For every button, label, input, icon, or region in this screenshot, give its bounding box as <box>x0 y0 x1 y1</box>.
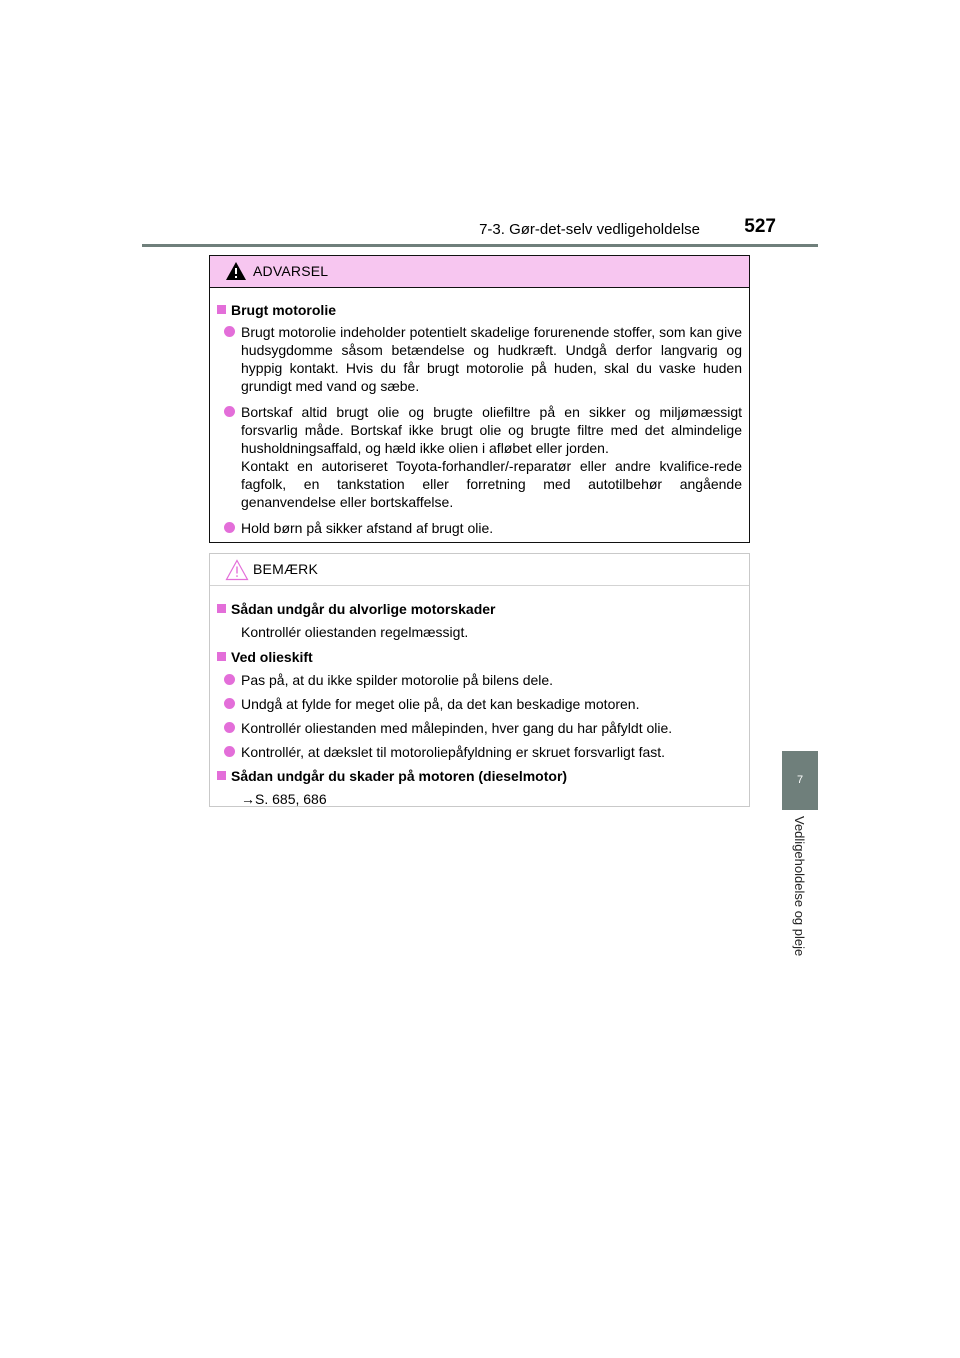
round-bullet-icon <box>224 746 235 757</box>
chapter-tab-label-text: Vedligeholdelse og pleje <box>792 816 807 957</box>
list-item <box>217 695 742 713</box>
list-item-text: Pas på, at du ikke spilder motorolie på bilens dele. <box>241 672 554 688</box>
list-item <box>217 671 742 689</box>
list-item <box>217 403 742 511</box>
square-bullet-icon <box>217 604 226 613</box>
list-item-text: Hold børn på sikker afstand af brugt olie. <box>241 520 494 536</box>
list-item-text: Bortskaf altid brugt olie og brugte oliefiltre på en sikker og miljømæssigt forsvarlig måde. Bortskaf ikke brugt olie og brugte filtre med det almindelige husholdningsaffald, og hæld ikke olien i afløbet eller jorden. <box>241 404 742 456</box>
list-item-text: Undgå at fylde for meget olie på, da det kan beskadige motoren. <box>241 696 640 712</box>
round-bullet-icon <box>224 406 235 417</box>
list-item <box>217 719 742 737</box>
notice-section-heading <box>217 600 742 618</box>
notice-section-title: Sådan undgår du alvorlige motorskader <box>231 601 496 617</box>
header-section-title: 7-3. Gør-det-selv vedligeholdelse <box>479 221 700 238</box>
warning-box <box>209 255 750 543</box>
list-item-text: Brugt motorolie indeholder potentielt skadelige forurenende stoffer, som kan give hudsygdomme såsom betændelse og hudkræft. Undgå derfor langvarig og hyppig kontakt. Hvis du får brugt motorolie på huden, skal du vaske huden grundigt med vand og sæbe. <box>241 324 742 394</box>
chapter-tab-number: 7 <box>782 751 818 810</box>
warning-section-title: Brugt motorolie <box>231 302 336 318</box>
page-number: 527 <box>744 216 776 237</box>
list-item-text: Kontrollér oliestanden med målepinden, hver gang du har påfyldt olie. <box>241 720 673 736</box>
notice-section-title: Sådan undgår du skader på motoren (dieselmotor) <box>231 768 568 784</box>
square-bullet-icon <box>217 305 226 314</box>
round-bullet-icon <box>224 722 235 733</box>
round-bullet-icon <box>224 698 235 709</box>
round-bullet-icon <box>224 674 235 685</box>
notice-title: BEMÆRK <box>253 561 318 577</box>
round-bullet-icon <box>224 326 235 337</box>
list-item <box>217 323 742 395</box>
caution-triangle-icon <box>225 559 249 581</box>
square-bullet-icon <box>217 771 226 780</box>
notice-section-text: Kontrollér oliestanden regelmæssigt. <box>241 624 469 640</box>
chapter-tab-label <box>782 816 818 986</box>
warning-section-heading <box>217 301 742 319</box>
warning-box-body <box>210 288 749 537</box>
notice-box-body <box>210 586 749 808</box>
list-item <box>217 743 742 761</box>
list-item-text: Kontakt en autoriseret Toyota-forhandler/-reparatør eller andre kvalifice-rede fagfolk, en tankstation eller forretning med autotilbehør angående genanvendelse eller bortskaffelse. <box>241 458 742 510</box>
list-item <box>217 519 742 537</box>
notice-box <box>209 553 750 807</box>
warning-box-header <box>210 256 749 288</box>
list-item-text: Kontrollér, at dækslet til motoroliepåfyldning er skruet forsvarligt fast. <box>241 744 666 760</box>
warning-triangle-icon <box>225 261 247 281</box>
notice-section-heading <box>217 648 742 666</box>
notice-section-heading <box>217 767 742 785</box>
warning-title: ADVARSEL <box>253 263 329 279</box>
page-reference-link[interactable]: →S. 685, 686 <box>241 791 327 807</box>
square-bullet-icon <box>217 652 226 661</box>
notice-section-title: Ved olieskift <box>231 649 313 665</box>
notice-box-header <box>210 554 749 586</box>
header-rule <box>142 244 818 247</box>
round-bullet-icon <box>224 522 235 533</box>
